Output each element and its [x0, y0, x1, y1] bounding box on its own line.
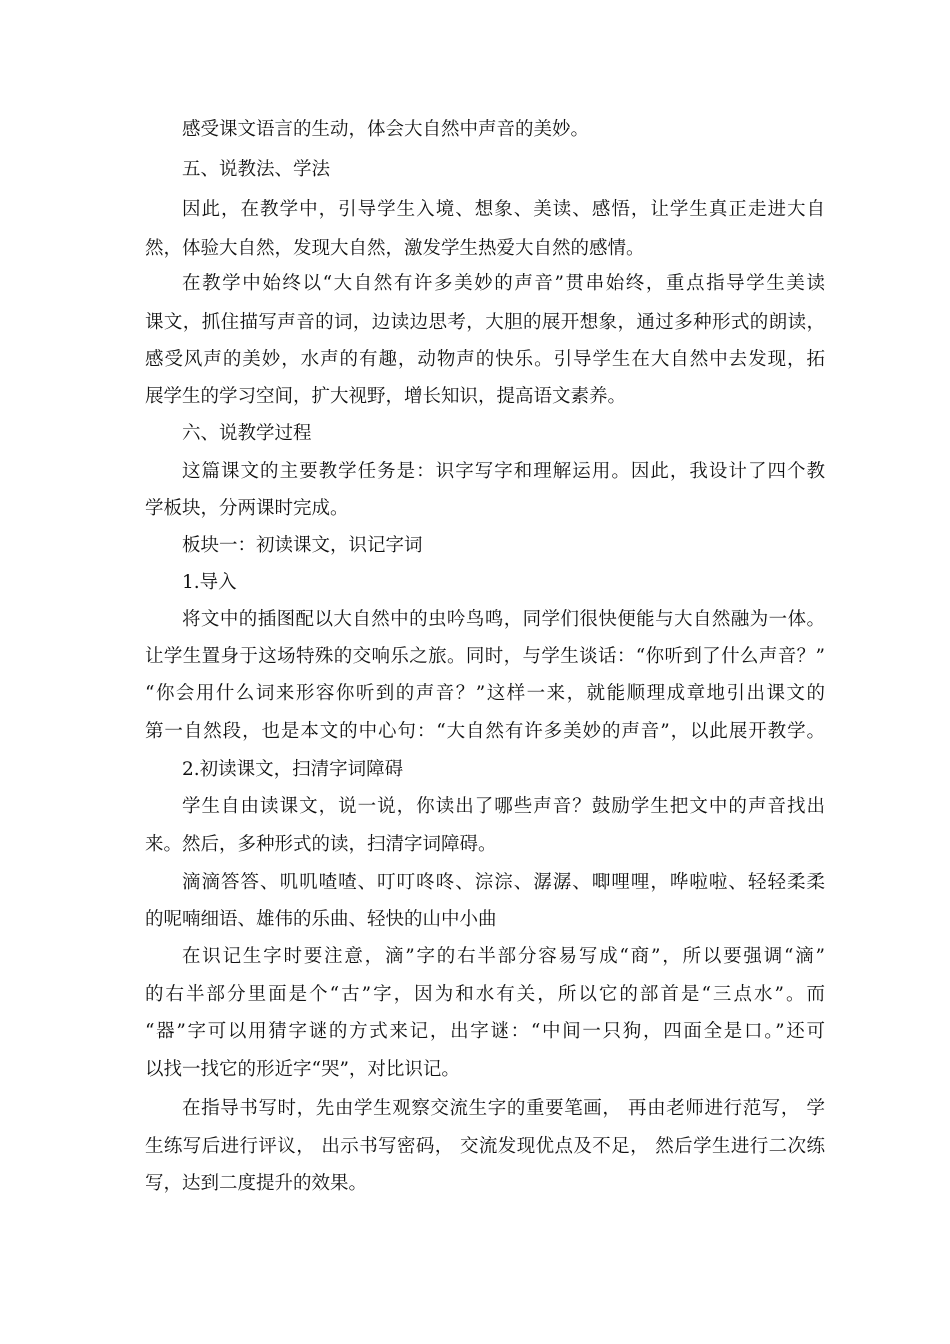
- text-line: 来。然后，多种形式的读，扫清字词障碍。: [145, 834, 497, 855]
- text-line: 感受课文语言的生动，体会大自然中声音的美妙。: [182, 119, 590, 140]
- subsection-heading: 1.导入: [182, 572, 237, 593]
- subsection-heading: 板块一：初读课文，识记字词: [182, 535, 423, 556]
- text-line: “你会用什么词来形容你听到的声音？”这样一来，就能顺理成章地引出课文的: [145, 683, 825, 704]
- text-line: 的右半部分里面是个“古”字，因为和水有关，所以它的部首是“三点水”。而: [145, 984, 825, 1005]
- text-line: “器”字可以用猜字谜的方式来记，出字谜：“中间一只狗，四面全是口。”还可: [145, 1021, 825, 1042]
- text-line: 第一自然段，也是本文的中心句：“大自然有许多美妙的声音”，以此展开教学。: [145, 721, 825, 742]
- text-line: 的呢喃细语、雄伟的乐曲、轻快的山中小曲: [145, 909, 497, 930]
- text-line: 在指导书写时，先由学生观察交流生字的重要笔画， 再由老师进行范写， 学: [182, 1098, 825, 1119]
- subsection-heading: 2.初读课文，扫清字词障碍: [182, 759, 404, 780]
- text-line: 感受风声的美妙，水声的有趣，动物声的快乐。引导学生在大自然中去发现，拓: [145, 349, 825, 370]
- text-line: 写，达到二度提升的效果。: [145, 1173, 368, 1194]
- text-line: 课文，抓住描写声音的词，边读边思考，大胆的展开想象，通过多种形式的朗读，: [145, 312, 825, 333]
- text-line: 展学生的学习空间，扩大视野，增长知识，提高语文素养。: [145, 386, 627, 407]
- text-line: 学生自由读课文，说一说，你读出了哪些声音？鼓励学生把文中的声音找出: [182, 796, 825, 817]
- text-line: 因此，在教学中，引导学生入境、想象、美读、感悟，让学生真正走进大自: [182, 199, 825, 220]
- text-line: 以找一找它的形近字“哭”，对比识记。: [145, 1059, 460, 1080]
- text-line: 在教学中始终以“大自然有许多美妙的声音”贯串始终，重点指导学生美读: [182, 273, 825, 294]
- text-line: 生练写后进行评议， 出示书写密码， 交流发现优点及不足， 然后学生进行二次练: [145, 1136, 825, 1157]
- text-line: 滴滴答答、叽叽喳喳、叮叮咚咚、淙淙、潺潺、唧哩哩，哗啦啦、轻轻柔柔: [182, 872, 825, 893]
- text-line: 在识记生字时要注意，滴”字的右半部分容易写成“商”，所以要强调“滴”: [182, 946, 825, 967]
- text-line: 学板块，分两课时完成。: [145, 498, 349, 519]
- text-line: 这篇课文的主要教学任务是：识字写字和理解运用。因此，我设计了四个教: [182, 461, 825, 482]
- section-heading: 五、说教法、学法: [182, 159, 331, 180]
- text-line: 将文中的插图配以大自然中的虫吟鸟鸣，同学们很快便能与大自然融为一体。: [182, 609, 825, 630]
- text-line: 然，体验大自然，发现大自然，激发学生热爱大自然的感情。: [145, 238, 645, 259]
- text-line: 让学生置身于这场特殊的交响乐之旅。同时，与学生谈话：“你听到了什么声音？”: [145, 646, 825, 667]
- section-heading: 六、说教学过程: [182, 423, 312, 444]
